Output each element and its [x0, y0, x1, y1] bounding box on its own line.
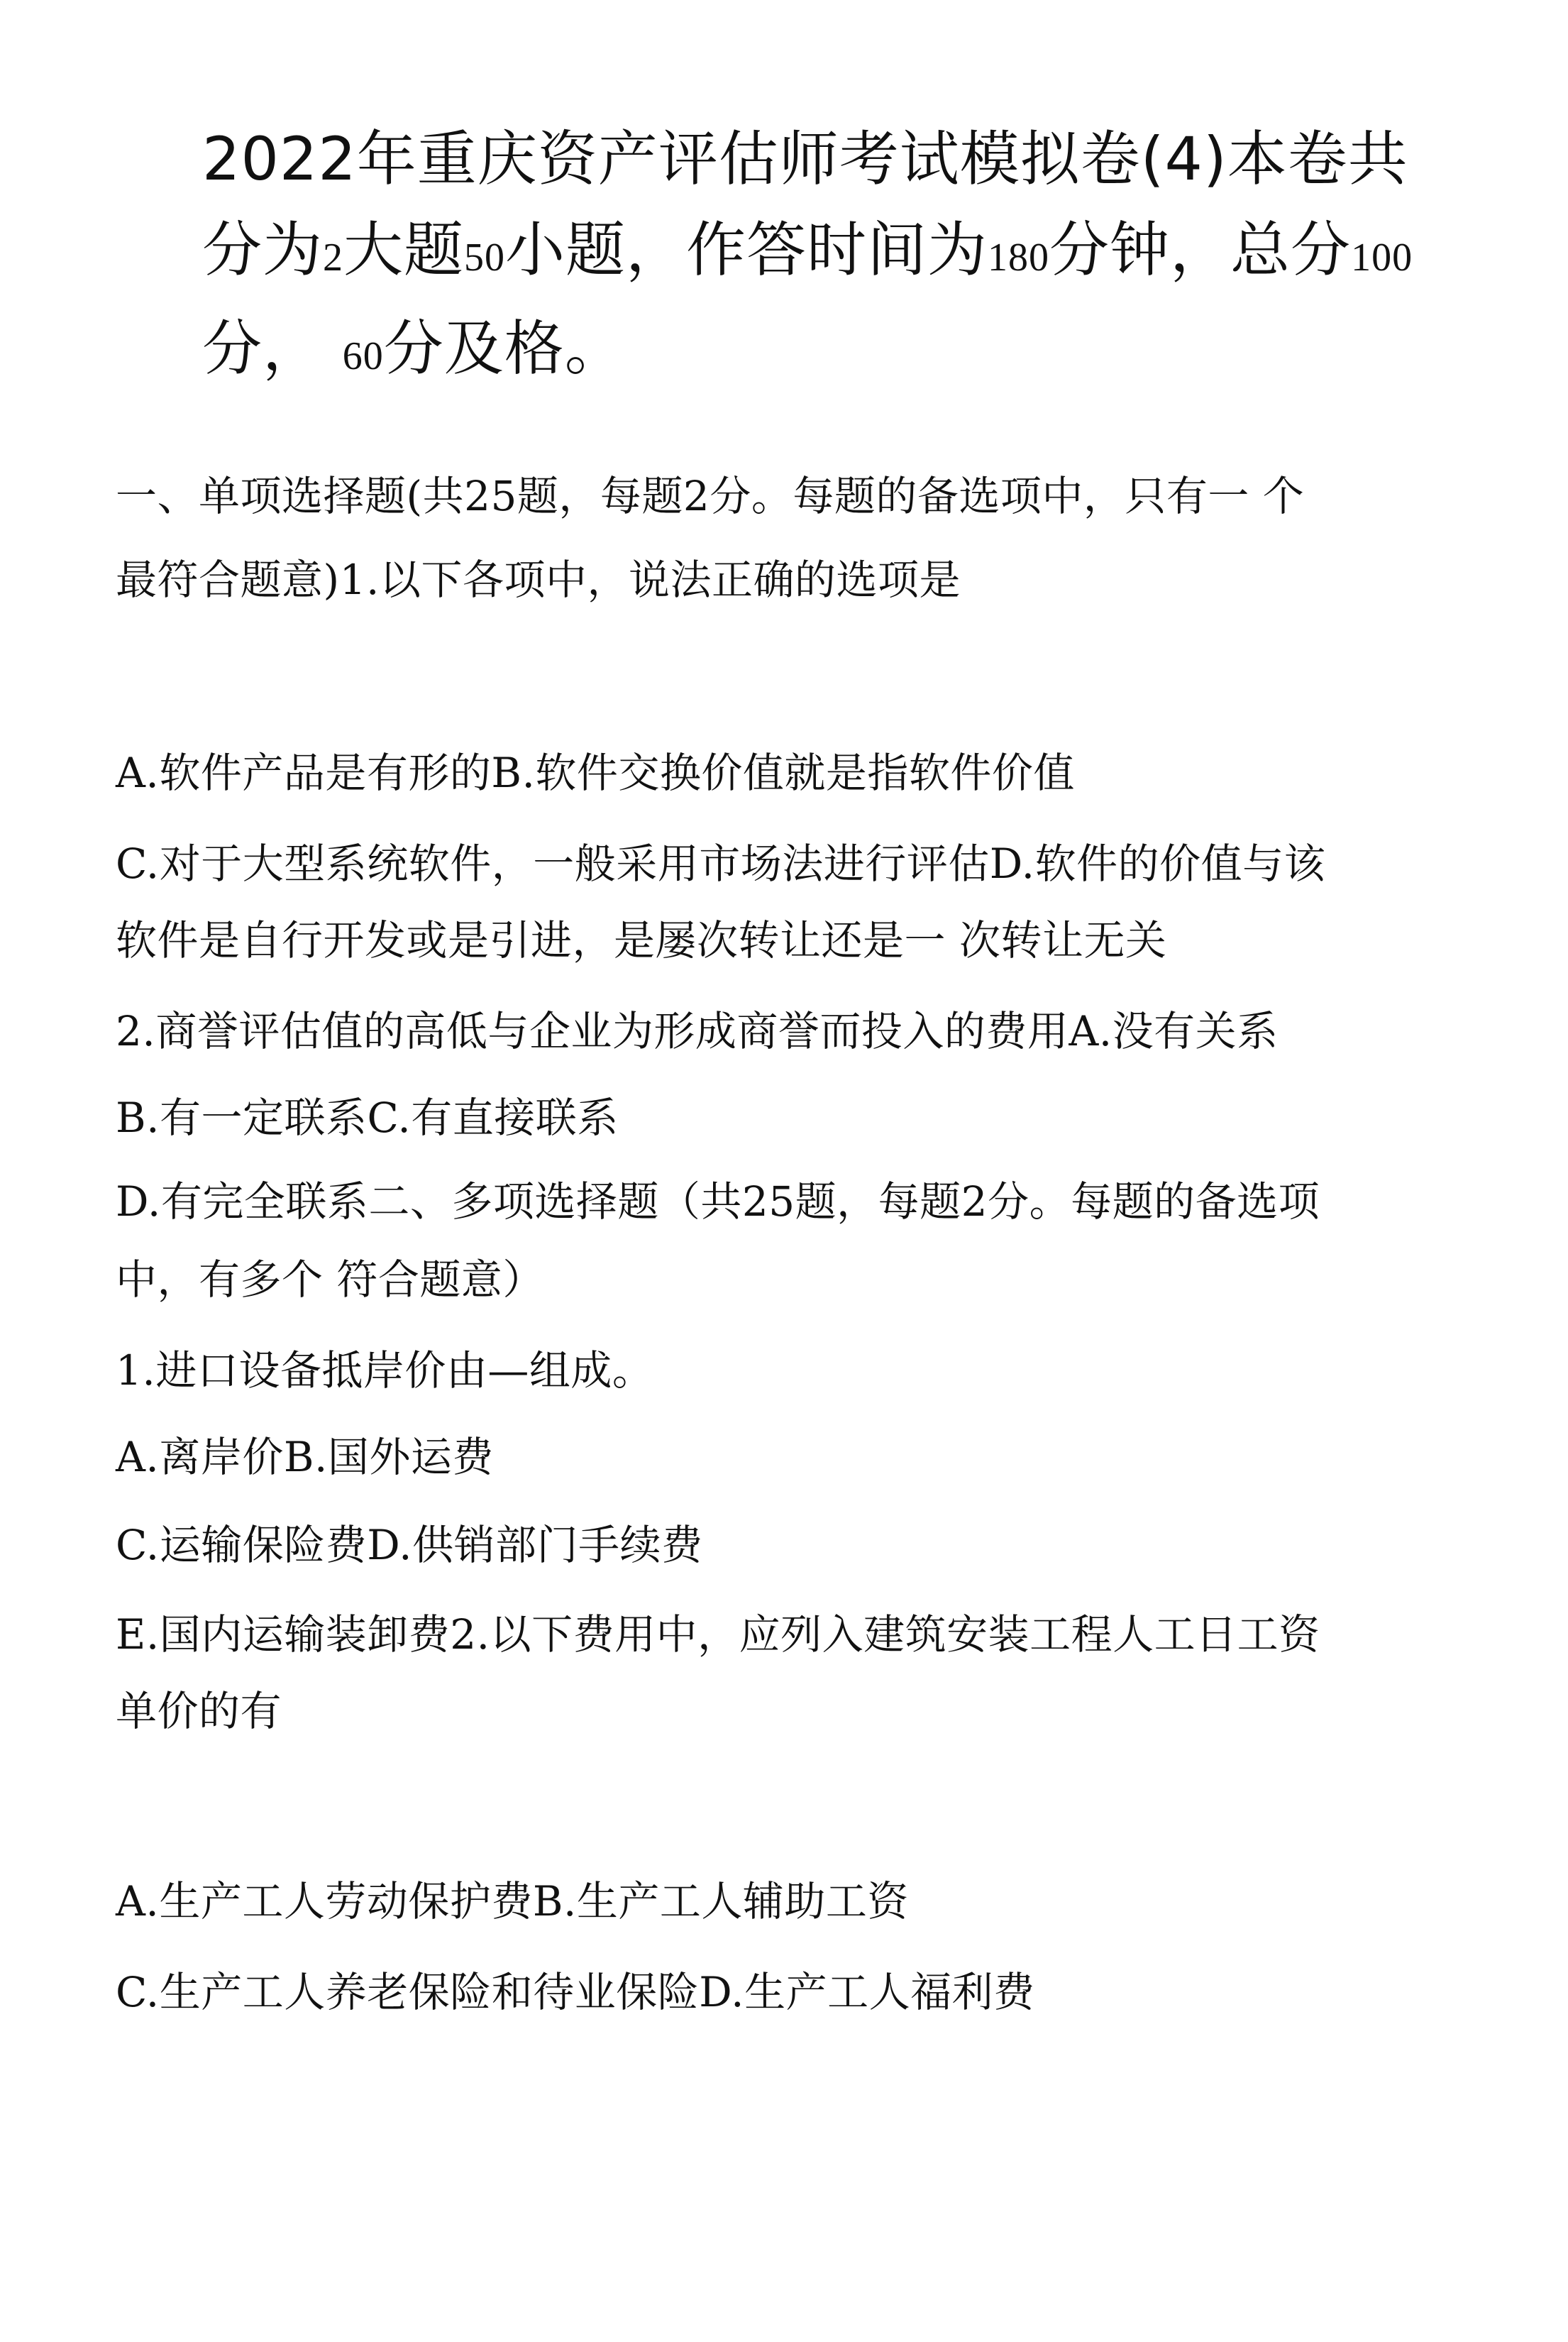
q1-options-cd-line2: 软件是自行开发或是引进，是屡次转让还是一 次转让无关 — [116, 916, 1167, 964]
q2-option-d-section-two-line1: D.有完全联系二、多项选择题（共25题，每题2分。每题的备选项 — [116, 1177, 1320, 1226]
m1-stem: 1.进口设备抵岸价由—组成。 — [116, 1346, 654, 1395]
m2-stem-line2: 单价的有 — [116, 1687, 282, 1735]
title-question-count: 50 — [464, 236, 506, 280]
title-minutes: 180 — [988, 236, 1050, 280]
q2-options-bc: B.有一定联系C.有直接联系 — [116, 1094, 619, 1142]
m1-options-cd: C.运输保险费D.供销部门手续费 — [116, 1521, 703, 1569]
section-one-heading-line1: 一、单项选择题(共25题，每题2分。每题的备选项中，只有一 个 — [116, 472, 1305, 520]
m1-option-e-m2-stem-line1: E.国内运输装卸费2.以下费用中，应列入建筑安装工程人工日工资 — [116, 1610, 1320, 1659]
title-part3: 小题，作答时间为 — [505, 215, 988, 285]
title-pass-score: 60 — [342, 334, 384, 378]
title-total-score: 100 — [1351, 236, 1413, 280]
m1-options-ab: A.离岸价B.国外运费 — [116, 1433, 494, 1481]
section-one-heading-line2: 最符合题意)1.以下各项中，说法正确的选项是 — [116, 556, 961, 604]
title-part2: 大题 — [343, 215, 465, 285]
q1-options-cd-line1: C.对于大型系统软件，一般采用市场法进行评估D.软件的价值与该 — [116, 840, 1326, 888]
q1-options-ab: A.软件产品是有形的B.软件交换价值就是指软件价值 — [116, 749, 1075, 797]
section-two-heading-line2: 中，有多个 符合题意） — [116, 1255, 544, 1304]
title-part4: 分钟，总分 — [1049, 215, 1352, 285]
title-part1: 2022年重庆资产评估师考试模拟卷(4)本卷共分为 — [202, 124, 1408, 285]
m2-options-ab: A.生产工人劳动保护费B.生产工人辅助工资 — [116, 1877, 909, 1925]
title-part5: 分， — [202, 314, 324, 383]
exam-title — [202, 114, 1465, 402]
title-section-count: 2 — [323, 236, 344, 280]
q2-stem: 2.商誉评估值的高低与企业为形成商誉而投入的费用A.没有关系 — [116, 1007, 1279, 1055]
title-part6: 分及格。 — [383, 314, 625, 383]
m2-options-cd: C.生产工人养老保险和待业保险D.生产工人福利费 — [116, 1968, 1035, 2016]
